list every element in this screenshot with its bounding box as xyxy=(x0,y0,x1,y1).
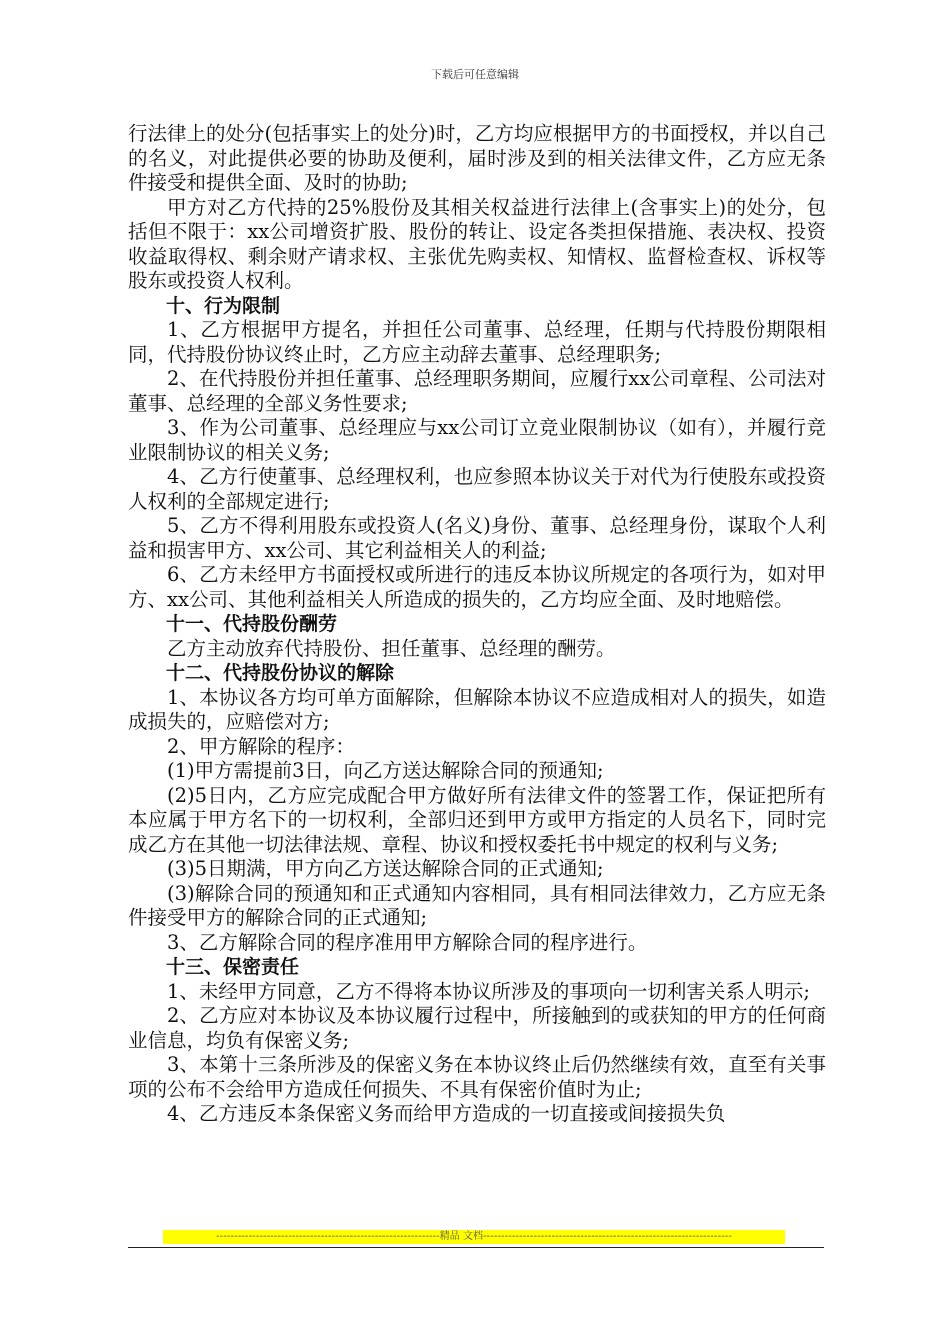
paragraph: (2)5日内，乙方应完成配合甲方做好所有法律文件的签署工作，保证把所有本应属于甲方名下的一切权利，全部归还到甲方或甲方指定的人员名下，同时完成乙方在其他一切法律法规、章程、协议和授权委托书中规定的权利与义务; xyxy=(128,783,826,856)
paragraph: 2、甲方解除的程序： xyxy=(167,734,355,758)
paragraph: 4、乙方行使董事、总经理权利，也应参照本协议关于对代为行使股东或投资人权利的全部规定进行; xyxy=(128,465,826,513)
paragraph: 1、乙方根据甲方提名，并担任公司董事、总经理，任期与代持股份期限相同，代持股份协议终止时，乙方应主动辞去董事、总经理职务; xyxy=(128,318,826,366)
page-header: 下载后可任意编辑 xyxy=(431,68,519,81)
footer-divider xyxy=(128,1247,824,1248)
footer-watermark: --------------------------------------------------------------精品 文档--------------------------------------------------------------------- xyxy=(163,1230,785,1244)
paragraph: 乙方主动放弃代持股份、担任董事、总经理的酬劳。 xyxy=(167,636,616,660)
paragraph: 5、乙方不得利用股东或投资人(名义)身份、董事、总经理身份，谋取个人利益和损害甲方、xx公司、其它利益相关人的利益; xyxy=(128,514,826,562)
paragraph: 3、作为公司董事、总经理应与xx公司订立竞业限制协议（如有），并履行竞业限制协议的相关义务; xyxy=(128,416,826,464)
paragraph: (1)甲方需提前3日，向乙方送达解除合同的预通知; xyxy=(167,759,604,782)
paragraph: 甲方对乙方代持的25%股份及其相关权益进行法律上(含事实上)的处分，包括但不限于：xx公司增资扩股、股份的转让、设定各类担保措施、表决权、投资收益取得权、剩余财产请求权、主张优先购卖权、知情权、监督检查权、诉权等股东或投资人权利。 xyxy=(128,195,826,292)
paragraph: (3)5日期满，甲方向乙方送达解除合同的正式通知; xyxy=(167,857,604,880)
document-body xyxy=(128,122,826,1127)
section-heading: 十二、代持股份协议的解除 xyxy=(166,662,395,684)
paragraph: 行法律上的处分(包括事实上的处分)时，乙方均应根据甲方的书面授权，并以自己的名义，对此提供必要的协助及便利，届时涉及到的相关法律文件，乙方应无条件接受和提供全面、及时的协助; xyxy=(128,122,826,194)
section-heading: 十一、代持股份酬劳 xyxy=(166,613,338,635)
section-heading: 十、行为限制 xyxy=(166,294,281,317)
paragraph: 4、乙方违反本条保密义务而给甲方造成的一切直接或间接损失负 xyxy=(167,1102,726,1125)
paragraph: 2、乙方应对本协议及本协议履行过程中，所接触到的或获知的甲方的任何商业信息，均负有保密义务; xyxy=(128,1004,826,1052)
paragraph: 3、本第十三条所涉及的保密义务在本协议终止后仍然继续有效，直至有关事项的公布不会给甲方造成任何损失、不具有保密价值时为止; xyxy=(128,1053,826,1101)
paragraph: 1、未经甲方同意，乙方不得将本协议所涉及的事项向一切利害关系人明示; xyxy=(167,979,810,1003)
paragraph: 6、乙方未经甲方书面授权或所进行的违反本协议所规定的各项行为，如对甲方、xx公司、其他利益相关人所造成的损失的，乙方均应全面、及时地赔偿。 xyxy=(128,563,826,611)
paragraph: 1、本协议各方均可单方面解除，但解除本协议不应造成相对人的损失，如造成损失的，应赔偿对方; xyxy=(128,685,826,733)
paragraph: 2、在代持股份并担任董事、总经理职务期间，应履行xx公司章程、公司法对董事、总经理的全部义务性要求; xyxy=(128,367,826,415)
section-heading: 十三、保密责任 xyxy=(166,956,300,978)
paragraph: (3)解除合同的预通知和正式通知内容相同，具有相同法律效力，乙方应无条件接受甲方的解除合同的正式通知; xyxy=(128,881,826,929)
paragraph: 3、乙方解除合同的程序准用甲方解除合同的程序进行。 xyxy=(167,930,648,954)
